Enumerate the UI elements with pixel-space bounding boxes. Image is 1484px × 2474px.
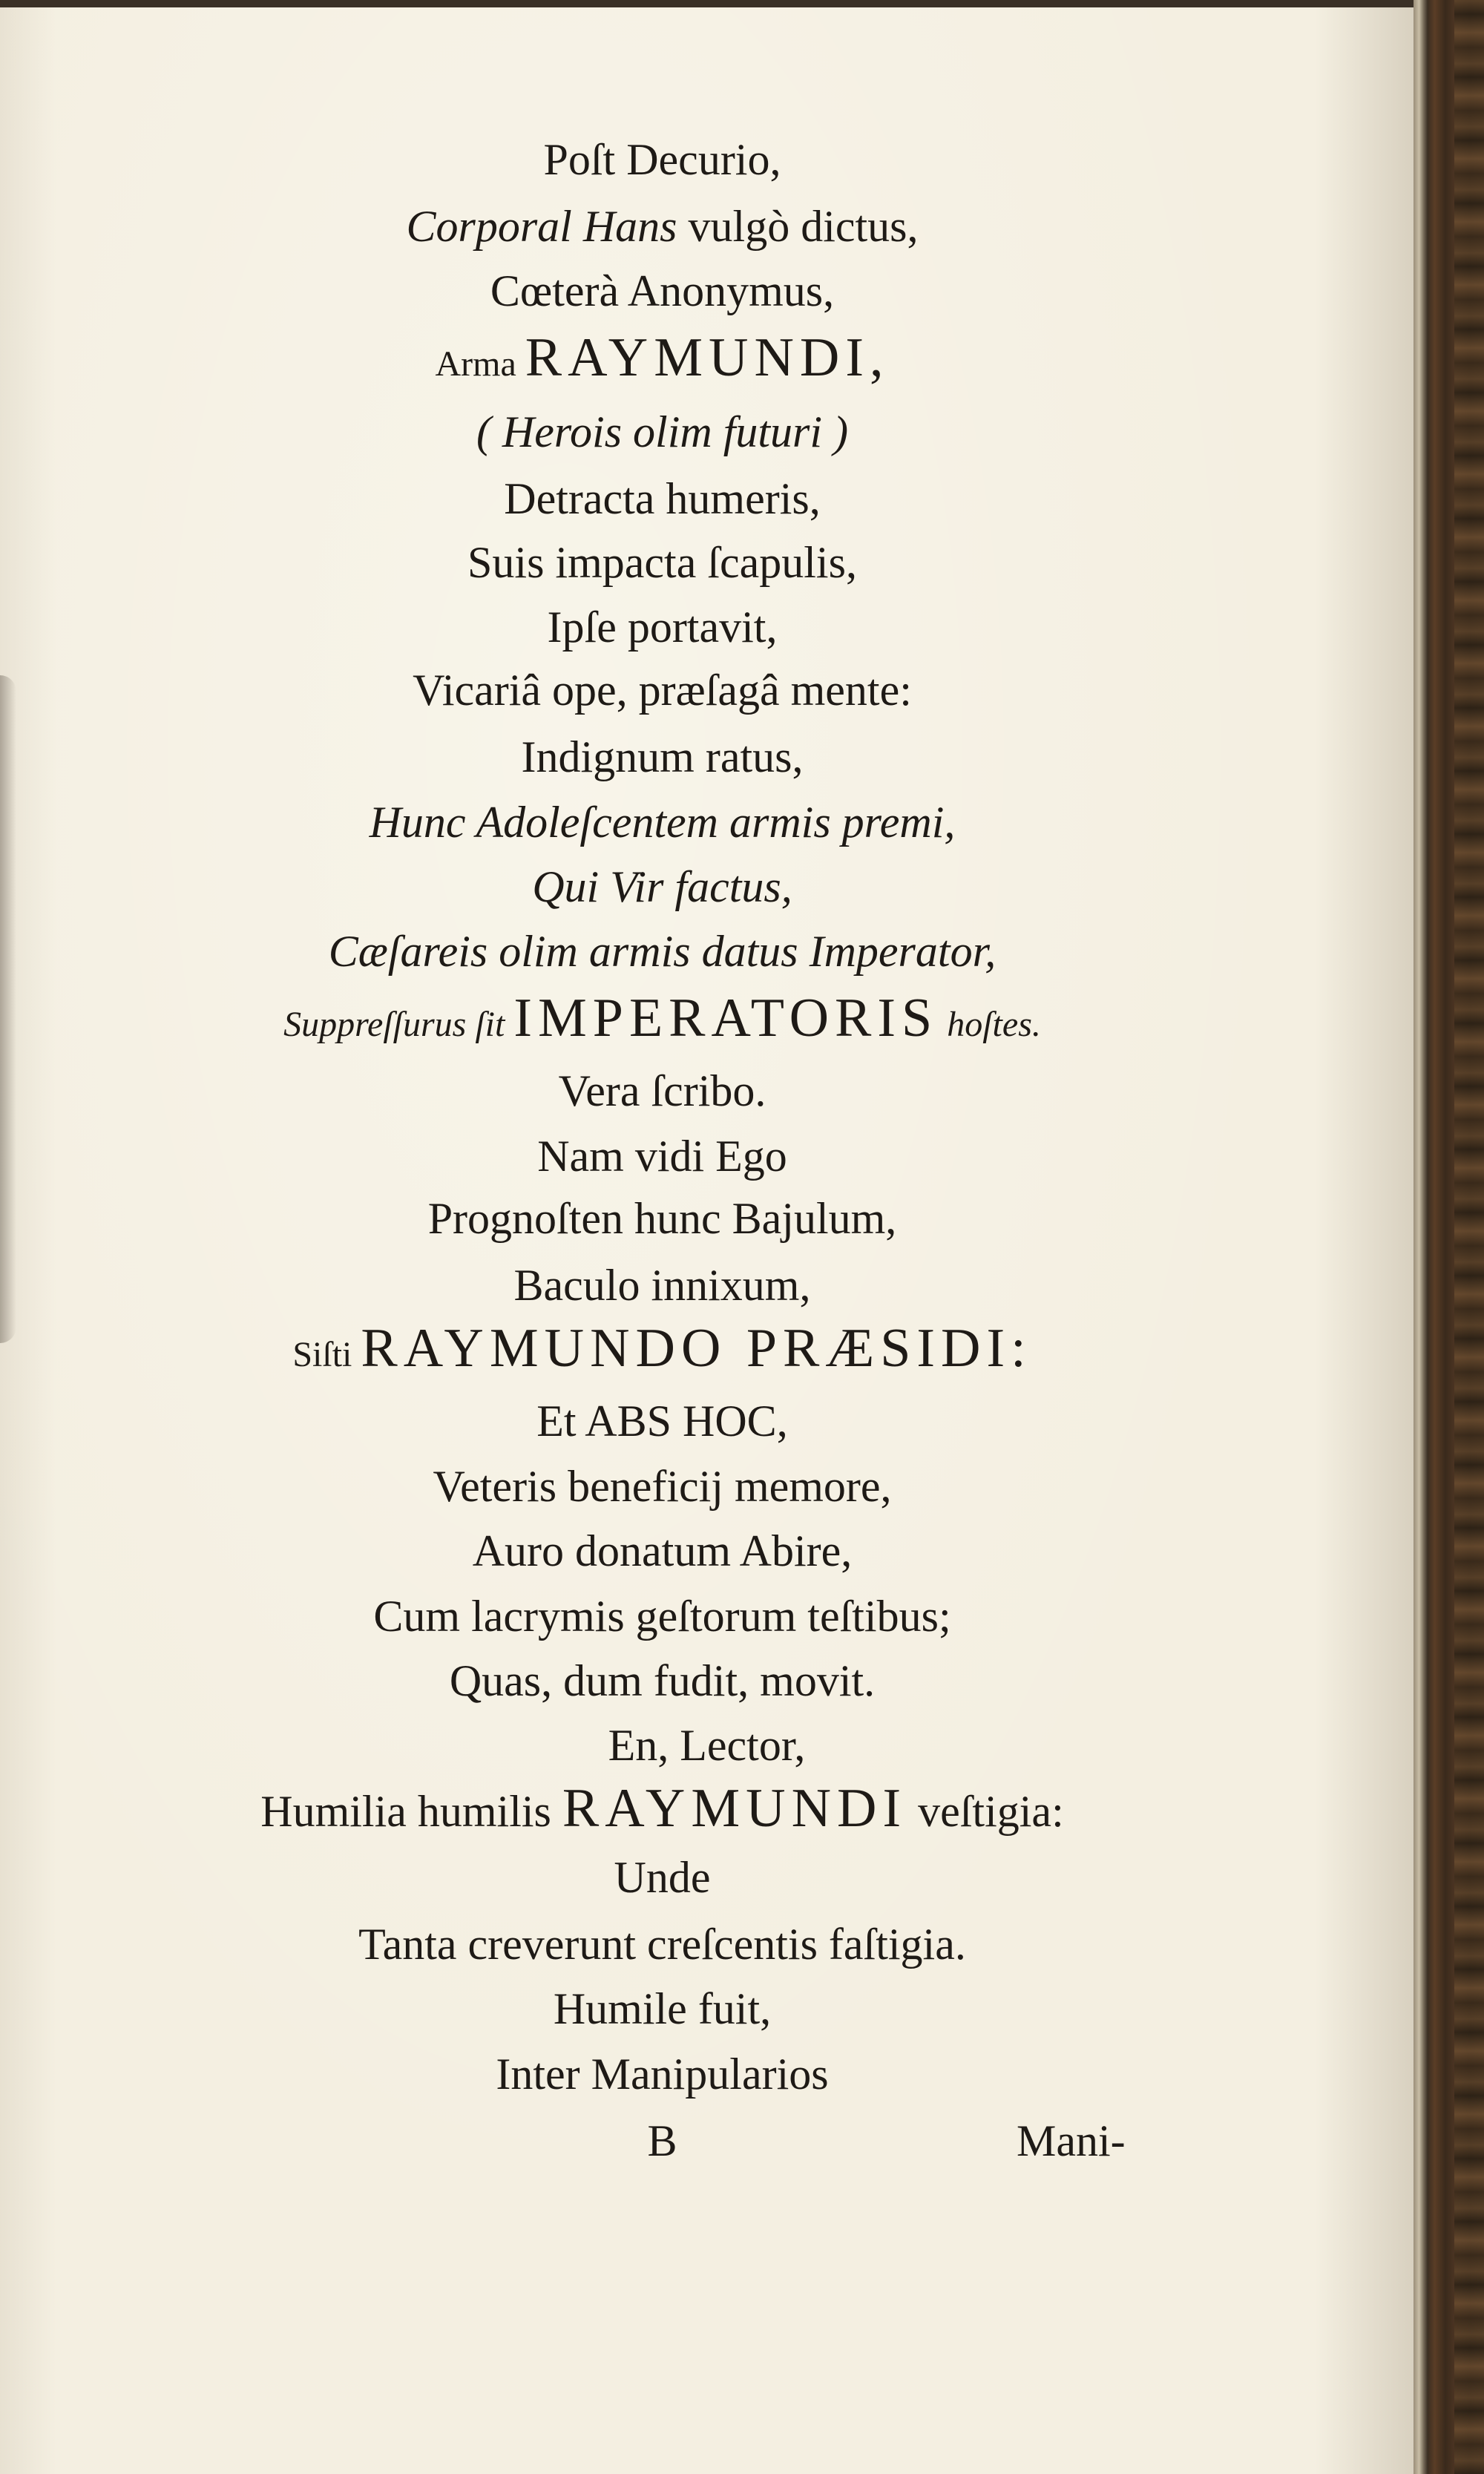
text-line-13: Cæſareis olim armis datus Imperator,	[328, 927, 997, 976]
text-line-5: ( Herois olim futuri )	[476, 407, 849, 456]
text-line-10: Indignum ratus,	[521, 732, 804, 781]
text-line-29: Humile fuit,	[553, 1984, 772, 2033]
text-line-19: Siſti RAYMUNDO PRÆSIDI:	[292, 1318, 1032, 1379]
text-line-23: Cum lacrymis geſtorum teſtibus;	[373, 1592, 951, 1641]
text-line-28: Tanta creverunt creſcentis faſtigia.	[358, 1920, 966, 1969]
text-line-12: Qui Vir factus,	[532, 862, 792, 911]
text-line-17: Prognoſten hunc Bajulum,	[427, 1194, 897, 1243]
signature-mark: B	[647, 2116, 677, 2165]
text-line-20: Et ABS HOC,	[536, 1397, 788, 1446]
text-line-18: Baculo innixum,	[513, 1261, 811, 1310]
text-line-1: Poſt Decurio,	[543, 135, 781, 184]
text-line-16: Nam vidi Ego	[537, 1132, 787, 1181]
text-line-7: Suis impacta ſcapulis,	[467, 538, 857, 587]
text-line-6: Detracta humeris,	[504, 474, 821, 523]
text-line-27: Unde	[614, 1853, 711, 1902]
text-line-3: Cœterà Anonymus,	[490, 266, 835, 315]
book-cover-edge	[1454, 0, 1484, 2474]
text-line-9: Vicariâ ope, præſagâ mente:	[413, 666, 912, 715]
text-line-25: En, Lector,	[608, 1721, 806, 1770]
text-line-21: Veteris beneficij memore,	[433, 1462, 892, 1511]
text-line-11: Hunc Adoleſcentem armis premi,	[369, 798, 956, 847]
text-line-4: Arma RAYMUNDI,	[435, 327, 890, 388]
text-line-22: Auro donatum Abire,	[472, 1526, 853, 1575]
text-line-8: Ipſe portavit,	[547, 603, 778, 652]
catchword: Mani-	[1017, 2116, 1126, 2165]
text-line-14: Suppreſſurus ſit IMPERATORIS hoſtes.	[283, 988, 1041, 1049]
text-line-2: Corporal Hans vulgò dictus,	[406, 202, 919, 251]
text-line-30: Inter Manipularios	[496, 2050, 829, 2099]
text-line-15: Vera ſcribo.	[558, 1066, 766, 1115]
text-line-26: Humilia humilis RAYMUNDI veſtigia:	[260, 1778, 1064, 1839]
text-line-24: Quas, dum fudit, movit.	[449, 1656, 876, 1705]
